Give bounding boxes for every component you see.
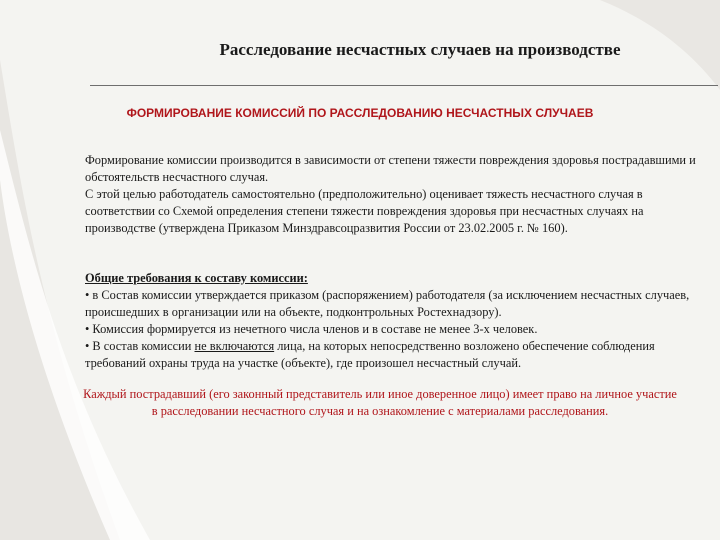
requirement-item-3-start: • В состав комиссии bbox=[85, 339, 195, 353]
intro-paragraph-2: С этой целью работодатель самостоятельно (предположительно) оценивает тяжесть несчастного случая в соответствии со Схемой определения степени тяжести повреждения здоровья при несчастных случаях на производстве (утверждена Приказом Минздравсоцразвития России от 23.02.2005 г. № 160). bbox=[85, 187, 644, 235]
requirements-heading: Общие требования к составу комиссии: bbox=[85, 271, 308, 285]
requirement-item-2: • Комиссия формируется из нечетного числа членов и в составе не менее 3-х человек. bbox=[85, 322, 538, 336]
requirement-item-1: • в Состав комиссии утверждается приказом (распоряжением) работодателя (за исключением несчастных случаев, происшедших в организации или на объекте, подконтрольных Ростехнадзору). bbox=[85, 288, 690, 319]
section-heading: ФОРМИРОВАНИЕ КОМИССИЙ ПО РАССЛЕДОВАНИЮ НЕСЧАСТНЫХ СЛУЧАЕВ bbox=[126, 106, 594, 120]
requirement-item-3-end: лица, на которых непосредственно возложено обеспечение соблюдения требований охраны труда на участке (объекте), где произошел несчастный случай. bbox=[85, 339, 655, 370]
requirement-item-3 bbox=[85, 338, 697, 372]
requirement-item-3-emphasis: не включаются bbox=[194, 339, 275, 353]
closing-statement: Каждый пострадавший (его законный представитель или иное доверенное лицо) имеет право на личное участие в расследовании несчастного случая и на ознакомление с материалами расследования. bbox=[83, 387, 677, 418]
slide-title: Расследование несчастных случаев на производстве bbox=[219, 40, 621, 59]
intro-paragraph-1: Формирование комиссии производится в зависимости от степени тяжести повреждения здоровья пострадавшими и обстоятельств несчастного случая. bbox=[85, 153, 696, 184]
intro-text bbox=[85, 152, 697, 237]
requirements-block bbox=[85, 270, 697, 372]
title-divider bbox=[90, 85, 718, 86]
